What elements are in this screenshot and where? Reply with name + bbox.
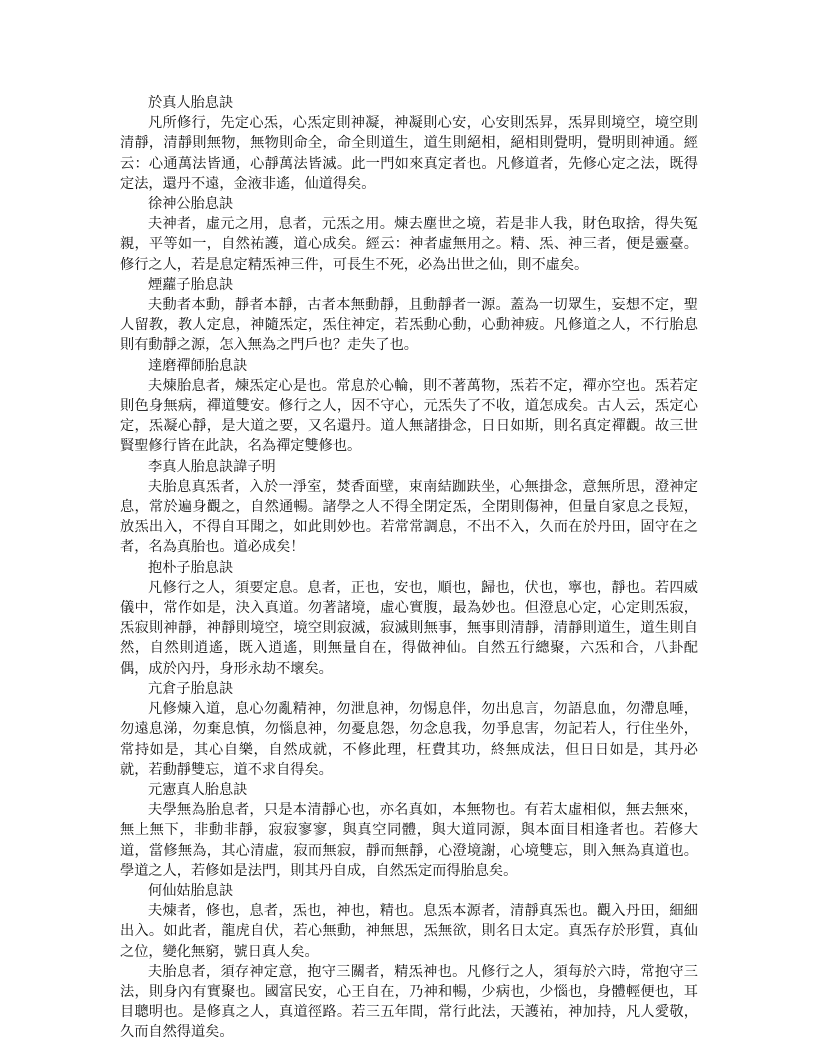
section-title: 於真人胎息訣 (148, 95, 234, 111)
section-paragraph: 夫神者，虛元之用，息者，元炁之用。煉去塵世之境，若是非人我，財色取捨，得失冤親，平等如一，自然祐護，道心成矣。經云：神者虛無用之。精、炁、神三者，便是靈臺。修行之人，若是息定精炁神三件，可長生不死，必為出世之仙，則不虛矣。 (120, 216, 698, 273)
section-paragraph: 夫動者本動，靜者本靜，古者本無動靜，且動靜者一源。蓋為一切眾生，妄想不定，聖人留教，教人定息，神隨炁定，炁住神定，若炁動心動，心動神疲。凡修道之人，不行胎息則有動靜之源，怎入無為之門戶也？走失了也。 (120, 297, 698, 354)
section (120, 679, 698, 780)
section-paragraph: 夫學無為胎息者，只是本清靜心也，亦名真如，本無物也。有若太虛相似，無去無來，無上無下，非動非靜，寂寂寥寥，與真空同體，與大道同源，與本面目相逢者也。若修大道，當修無為，其心清虛，寂而無寂，靜而無靜，心澄境謝，心境雙忘，則入無為真道也。學道之人，若修如是法門，則其丹自成，自然炁定而得胎息矣。 (120, 802, 698, 879)
section (120, 558, 698, 679)
section (120, 194, 698, 275)
section-title: 何仙姑胎息訣 (148, 882, 234, 899)
section (120, 881, 698, 1043)
section (120, 93, 698, 194)
section-paragraph: 凡修煉入道，息心勿亂精神，勿泄息神，勿惕息伴，勿出息言，勿語息血，勿滯息唾，勿遠息涕，勿棄息慎，勿惱息神，勿憂息怨，勿念息我，勿爭息害，勿記若人，行住坐外，常持如是，其心自樂，自然成就，不修此理，枉費其功，終無成法，但日日如是，其丹必就，若動靜雙忘，道不求自得矣。 (120, 701, 698, 778)
document-page (120, 93, 698, 1043)
section-title: 亢倉子胎息訣 (148, 680, 234, 697)
section (120, 780, 698, 881)
section-paragraph: 夫煉者，修也，息者，炁也，神也，精也。息炁本源者，清靜真炁也。觀入丹田，細細出入。如此者，龍虎自伏，若心無動，神無思，炁無欲，則名日太定。真炁存於形質，真仙之位，變化無窮，號日真人矣。 (120, 903, 698, 960)
section-title: 徐神公胎息訣 (148, 196, 234, 213)
section-paragraph: 夫煉胎息者，煉炁定心是也。常息於心輪，則不著萬物，炁若不定，禪亦空也。炁若定則色身無病，禪道雙安。修行之人，因不守心，元炁失了不收，道怎成矣。古人云，炁定心定，炁凝心靜，是大道之要，又名還丹。道人無諸掛念，日日如斯，則名真定禪觀。故三世賢聖修行皆在此訣，名為禪定雙修也。 (120, 377, 698, 455)
section-title: 達磨禪師胎息訣 (148, 357, 248, 374)
section-paragraph: 夫胎息真炁者，入於一淨室，焚香面壁，束南結跏趺坐，心無掛念，意無所思，澄神定息，常於遍身觀之，自然通暢。諸學之人不得全閉定炁，全閉則傷神，但量自家息之長短，放炁出入，不得自耳聞之，如此則妙也。若常常調息，不出不入，久而在於丹田，固守在之者，名為真胎也。道必成矣！ (120, 478, 698, 556)
section-paragraph: 夫胎息者，須存神定意，抱守三關者，精炁神也。凡修行之人，須每於六時，常抱守三法，則身內有實聚也。國富民安，心王自在，乃神和暢，少病也，少惱也，身體輕便也，耳目聰明也。是修真之人，真道徑路。若三五年間，常行此法，天護祐，神加持，凡人愛敬，久而自然得道矣。 (120, 963, 698, 1041)
section-title: 煙蘿子胎息訣 (148, 276, 234, 293)
section-title: 抱朴子胎息訣 (148, 559, 234, 576)
section (120, 275, 698, 356)
section-title: 李真人胎息訣諱子明 (148, 458, 276, 475)
section-paragraph: 凡所修行，先定心炁，心炁定則神凝，神凝則心安，心安則炁昇，炁昇則境空，境空則清靜，清靜則無物，無物則命全，命全則道生，道生則絕相，絕相則覺明，覺明則神通。經云：心通萬法皆通，心靜萬法皆滅。此一門如來真定者也。凡修道者，先修心定之法，既得定法，還丹不遠，金液非遙，仙道得矣。 (120, 115, 698, 192)
section (120, 457, 698, 558)
section (120, 356, 698, 457)
section-paragraph: 凡修行之人，須要定息。息者，正也，安也，順也，歸也，伏也，寧也，靜也。若四威儀中，常作如是，決入真道。勿著諸境，虛心實腹，最為妙也。但澄息心定，心定則炁寂，炁寂則神靜，神靜則境空，境空則寂滅，寂滅則無事，無事則清靜，清靜則道生，道生則自然，自然則逍遙，既入逍遙，則無量自在，得做神仙。自然五行總聚，六炁和合，八卦配偶，成於內丹，身形永劫不壞矣。 (120, 579, 698, 677)
section-title: 元憲真人胎息訣 (148, 781, 248, 798)
